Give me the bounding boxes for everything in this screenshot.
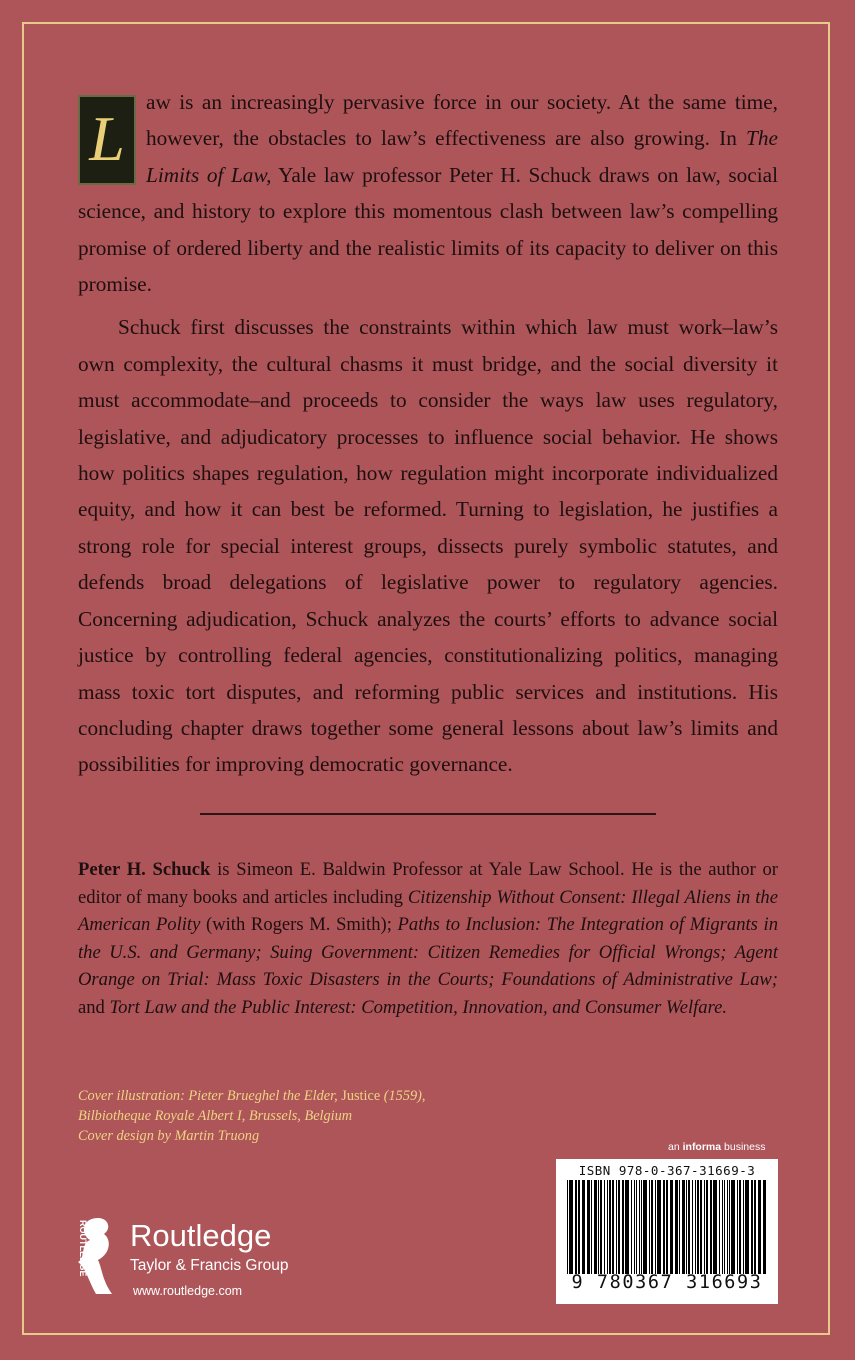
barcode-bar xyxy=(704,1180,705,1274)
barcode-bar xyxy=(724,1180,725,1274)
barcode-bar xyxy=(631,1180,632,1274)
bio-text-3: and xyxy=(78,996,110,1018)
barcode-bar xyxy=(719,1180,720,1274)
barcode-bar xyxy=(612,1180,614,1274)
author-bio xyxy=(78,856,778,1021)
publisher-name: Routledge xyxy=(130,1218,272,1253)
barcode-bar xyxy=(758,1180,761,1274)
barcode-bar xyxy=(663,1180,665,1274)
barcode-bar xyxy=(695,1180,696,1274)
barcode-bar xyxy=(594,1180,597,1274)
dropcap: L xyxy=(78,95,136,185)
barcode-bars-icon xyxy=(564,1180,770,1274)
barcode-bar xyxy=(634,1180,635,1274)
bio-text-2: (with Rogers M. Smith); xyxy=(200,914,398,935)
barcode-bar xyxy=(625,1180,629,1274)
barcode-bar xyxy=(578,1180,580,1274)
credit-line-1: Cover illustration: Pieter Brueghel the Elder, Justice (1559), xyxy=(78,1088,426,1104)
barcode-bar xyxy=(666,1180,668,1274)
blurb-paragraph-1 xyxy=(78,84,778,302)
barcode-bar xyxy=(622,1180,624,1274)
barcode-bar xyxy=(575,1180,577,1274)
bio-work-2: Paths to Inclusion: The Integration of Migrants in the U.S. and Germany; Suing Government: Citizen Remedies for Official Wrongs; Agent Orange on Trial: Mass Toxic Disasters in the Courts; Foundations of Administrative Law; xyxy=(78,914,779,990)
blurb-p1-rest: Yale law professor Peter H. Schuck draws on law, social science, and history to explore this momentous clash between law’s compelling promise of ordered liberty and the realistic limits of its capacity to deliver on this promise. xyxy=(78,162,779,297)
barcode-bar xyxy=(710,1180,712,1274)
barcode-bar xyxy=(604,1180,605,1274)
barcode-bar xyxy=(692,1180,693,1274)
barcode-bar xyxy=(609,1180,611,1274)
barcode-bar xyxy=(587,1180,590,1274)
barcode-bar xyxy=(739,1180,741,1274)
barcode-bar xyxy=(686,1180,687,1274)
publisher-group: Taylor & Francis Group xyxy=(130,1257,289,1274)
bio-work-1: Citizenship Without Consent: Illegal Aliens in the American Polity xyxy=(78,886,778,935)
barcode-bar xyxy=(729,1180,730,1274)
routledge-logo-text: ROUTLEDGE xyxy=(78,1220,88,1277)
divider-rule xyxy=(200,813,656,815)
barcode-bar xyxy=(700,1180,702,1274)
barcode-bar xyxy=(567,1180,568,1274)
barcode-bar xyxy=(763,1180,766,1274)
publisher-url[interactable]: www.routledge.com xyxy=(133,1284,243,1298)
informa-tagline: an informa business xyxy=(668,1141,766,1153)
isbn-barcode xyxy=(556,1159,778,1304)
barcode-bar xyxy=(618,1180,620,1274)
author-name: Peter H. Schuck xyxy=(78,859,211,880)
barcode-bar xyxy=(569,1180,573,1274)
barcode-bar xyxy=(641,1180,642,1274)
publisher-block xyxy=(68,1212,348,1302)
barcode-bar xyxy=(743,1180,744,1274)
barcode-bar xyxy=(636,1180,637,1274)
credit-line-2: Bilbiotheque Royale Albert I, Brussels, Belgium xyxy=(78,1108,353,1124)
barcode-bar xyxy=(651,1180,653,1274)
barcode-bar xyxy=(598,1180,599,1274)
barcode-bar xyxy=(697,1180,699,1274)
blurb-paragraph-2: Schuck first discusses the constraints within which law must work–law’s own complexity, the cultural chasms it must bridge, and the social diversity it must accommodate–and proceeds to consider the ways law uses regulatory, legislative, and adjudicatory processes to influence social behavior. He shows how politics shapes regulation, how regulation might incorporate individualized equity, and how it can best be reformed. Turning to legislation, he justifies a strong role for special interest groups, dissects purely symbolic statutes, and defends broad delegations of legislative power to regulatory agencies. Concerning adjudication, Schuck analyzes the courts’ efforts to advance social justice by controlling federal agencies, constitutionalizing politics, managing mass toxic tort disputes, and reforming public services and institutions. His concluding chapter draws together some general lessons about law’s limits and possibilities for improving democratic governance. xyxy=(78,315,778,777)
barcode-bar xyxy=(737,1180,738,1274)
barcode-bar xyxy=(591,1180,592,1274)
blurb xyxy=(78,84,778,783)
barcode-bar xyxy=(675,1180,678,1274)
barcode-bar xyxy=(679,1180,680,1274)
barcode-bar xyxy=(706,1180,708,1274)
cover-credits xyxy=(78,1086,558,1146)
barcode-bar xyxy=(754,1180,756,1274)
barcode-bar xyxy=(655,1180,656,1274)
barcode-bar xyxy=(639,1180,640,1274)
barcode-bar xyxy=(682,1180,685,1274)
bio-work-3: Tort Law and the Public Interest: Competition, Innovation, and Consumer Welfare. xyxy=(109,996,728,1018)
barcode-bar xyxy=(745,1180,749,1274)
blurb-p1-lead: aw is an increasingly pervasive force in our society. At the same time, however, the obstacles to law’s effectiveness are also growing. In xyxy=(146,90,778,151)
barcode-bar xyxy=(722,1180,723,1274)
barcode-bar xyxy=(582,1180,585,1274)
barcode-bar xyxy=(600,1180,602,1274)
barcode-bar xyxy=(727,1180,728,1274)
barcode-bar xyxy=(670,1180,673,1274)
barcode-bar xyxy=(607,1180,608,1274)
barcode-bar xyxy=(751,1180,753,1274)
barcode-bar xyxy=(643,1180,647,1274)
barcode-bar xyxy=(657,1180,661,1274)
barcode-bar xyxy=(688,1180,690,1274)
isbn-label: ISBN 978-0-367-31669-3 xyxy=(578,1163,756,1178)
bio-text-1: is Simeon E. Baldwin Professor at Yale Law School. He is the author or editor of many books and articles including xyxy=(78,859,778,908)
routledge-logo-icon xyxy=(68,1214,120,1298)
barcode-bar xyxy=(713,1180,717,1274)
barcode-bar xyxy=(649,1180,650,1274)
barcode-bar xyxy=(731,1180,735,1274)
barcode-bar xyxy=(616,1180,617,1274)
book-title: The Limits of Law, xyxy=(146,126,778,187)
isbn-digits: 9 780367 316693 xyxy=(571,1272,763,1293)
credit-line-3: Cover design by Martin Truong xyxy=(78,1128,260,1144)
